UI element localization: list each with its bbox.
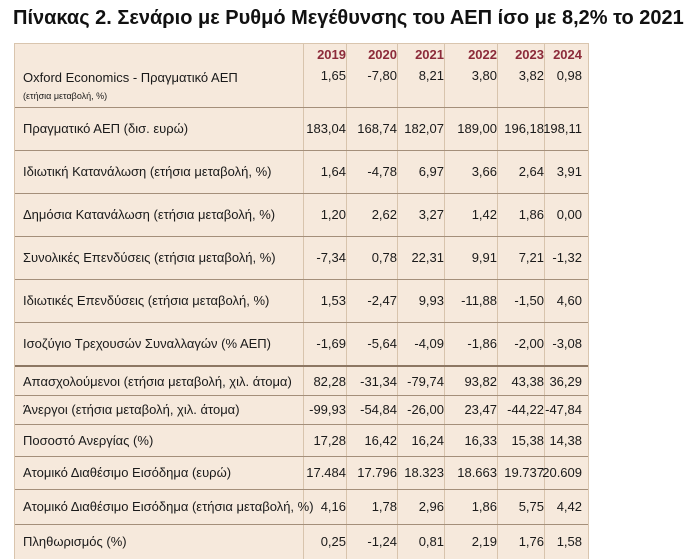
table-cell: 189,00	[457, 121, 497, 136]
table-row	[15, 456, 588, 490]
table-cell: 183,04	[306, 121, 346, 136]
table-cell: 17,28	[313, 432, 346, 448]
row-label: Ιδιωτική Κατανάλωση (ετήσια μεταβολή, %)	[23, 164, 272, 179]
table-cell: -4,78	[367, 164, 397, 179]
table-row	[15, 193, 588, 237]
table-cell: 9,91	[471, 250, 497, 265]
row-label: Πραγματικό ΑΕΠ (δισ. ευρώ)	[23, 121, 189, 136]
table-cell: 43,38	[511, 373, 544, 389]
table-cell: -2,47	[367, 293, 397, 308]
table-cell: 9,93	[418, 293, 444, 308]
table-cell: -1,50	[514, 293, 544, 308]
row-label: Συνολικές Επενδύσεις (ετήσια μεταβολή, %)	[23, 250, 276, 265]
table-row	[15, 322, 588, 367]
table-cell: 1,20	[320, 207, 346, 222]
table-cell: 18.323	[404, 465, 444, 480]
table-cell: 2,96	[418, 499, 444, 514]
header-row	[15, 44, 588, 64]
table-cell: -11,88	[461, 293, 497, 308]
data-table	[14, 43, 589, 559]
table-cell: -7,34	[316, 250, 346, 265]
year-header: 2024	[553, 46, 582, 62]
table-row	[15, 424, 588, 457]
table-cell: -26,00	[407, 402, 444, 417]
table-cell: -7,80	[367, 67, 397, 83]
table-cell: 3,66	[471, 164, 497, 179]
row-label: Ατομικό Διαθέσιμο Εισόδημα (ετήσια μεταβολή, %)	[23, 499, 314, 514]
row-label-group	[23, 64, 313, 107]
table-cell: 5,75	[518, 499, 544, 514]
table-cell: 4,16	[320, 499, 346, 514]
row-label: Άνεργοι (ετήσια μεταβολή, χιλ. άτομα)	[23, 402, 240, 417]
row-label: Ισοζύγιο Τρεχουσών Συναλλαγών (% ΑΕΠ)	[23, 336, 272, 351]
table-cell: -47,84	[545, 402, 582, 417]
row-label: Πληθωρισμός (%)	[23, 534, 127, 549]
row-label: Δημόσια Κατανάλωση (ετήσια μεταβολή, %)	[23, 207, 276, 222]
table-cell: 16,33	[464, 432, 497, 448]
table-cell: 0,00	[556, 207, 582, 222]
table-cell: -31,34	[360, 373, 397, 389]
table-title: Πίνακας 2. Σενάριο με Ρυθμό Μεγέθυνσης του ΑΕΠ ίσο με 8,2% το 2021	[13, 7, 684, 29]
table-cell: 2,19	[471, 534, 497, 549]
row-label: Απασχολούμενοι (ετήσια μεταβολή, χιλ. άτομα)	[23, 373, 292, 389]
table-row	[15, 150, 588, 194]
table-cell: 17.796	[357, 465, 397, 480]
table-cell: 3,91	[556, 164, 582, 179]
table-cell: 36,29	[549, 373, 582, 389]
table-cell: 16,24	[411, 432, 444, 448]
table-cell: 3,80	[471, 67, 497, 83]
table-cell: 1,53	[320, 293, 346, 308]
table-cell: -79,74	[407, 373, 444, 389]
table-row	[15, 524, 588, 559]
table-cell: 0,81	[418, 534, 444, 549]
table-cell: -4,09	[414, 336, 444, 351]
table-cell: 2,62	[371, 207, 397, 222]
table-cell: 3,27	[418, 207, 444, 222]
table-cell: 168,74	[357, 121, 397, 136]
table-cell: 3,82	[518, 67, 544, 83]
table-cell: 1,78	[371, 499, 397, 514]
table-cell: 6,97	[418, 164, 444, 179]
table-cell: 1,65	[320, 67, 346, 83]
table-cell: 19.737	[504, 465, 544, 480]
table-cell: -1,32	[552, 250, 582, 265]
year-header: 2023	[515, 46, 544, 62]
year-header: 2021	[415, 46, 444, 62]
table-cell: 18.663	[457, 465, 497, 480]
table-cell: 1,64	[320, 164, 346, 179]
row-label: Oxford Economics - Πραγματικό ΑΕΠ	[23, 70, 238, 85]
table-cell: 1,86	[471, 499, 497, 514]
table-cell: 8,21	[418, 67, 444, 83]
year-header: 2022	[468, 46, 497, 62]
row-label: Ποσοστό Ανεργίας (%)	[23, 432, 154, 448]
table-cell: 4,42	[556, 499, 582, 514]
table-cell: 14,38	[549, 432, 582, 448]
table-cell: 0,98	[556, 67, 582, 83]
table-row	[15, 107, 588, 151]
row-sublabel: (ετήσια μεταβολή, %)	[23, 91, 108, 101]
table-row	[15, 236, 588, 280]
table-cell: 4,60	[556, 293, 582, 308]
table-cell: 7,21	[518, 250, 544, 265]
table-cell: 23,47	[464, 402, 497, 417]
table-cell: -1,24	[367, 534, 397, 549]
table-cell: 16,42	[364, 432, 397, 448]
table-row	[15, 395, 588, 425]
table-row	[15, 367, 588, 396]
year-header: 2020	[368, 46, 397, 62]
row-label: Ατομικό Διαθέσιμο Εισόδημα (ευρώ)	[23, 465, 232, 480]
table-cell: 17.484	[306, 465, 346, 480]
table-cell: 198,11	[543, 121, 582, 136]
table-cell: -44,22	[507, 402, 544, 417]
table-cell: 182,07	[404, 121, 444, 136]
table-cell: -2,00	[514, 336, 544, 351]
table-cell: 1,76	[518, 534, 544, 549]
table-cell: -54,84	[360, 402, 397, 417]
table-cell: 0,78	[371, 250, 397, 265]
table-cell: 1,86	[518, 207, 544, 222]
table-row	[15, 64, 588, 108]
row-label: Ιδιωτικές Επενδύσεις (ετήσια μεταβολή, %)	[23, 293, 270, 308]
table-cell: 15,38	[511, 432, 544, 448]
table-cell: -1,86	[467, 336, 497, 351]
table-cell: -3,08	[552, 336, 582, 351]
table-cell: 22,31	[411, 250, 444, 265]
table-cell: 1,58	[556, 534, 582, 549]
table-cell: 93,82	[464, 373, 497, 389]
table-row	[15, 279, 588, 323]
table-cell: -1,69	[316, 336, 346, 351]
table-cell: -99,93	[309, 402, 346, 417]
table-cell: 0,25	[320, 534, 346, 549]
table-cell: 1,42	[471, 207, 497, 222]
table-cell: 82,28	[313, 373, 346, 389]
table-cell: 2,64	[518, 164, 544, 179]
table-cell: -5,64	[367, 336, 397, 351]
year-header: 2019	[317, 46, 346, 62]
table-cell: 196,18	[504, 121, 544, 136]
table-cell: 20.609	[542, 465, 582, 480]
table-row	[15, 489, 588, 525]
